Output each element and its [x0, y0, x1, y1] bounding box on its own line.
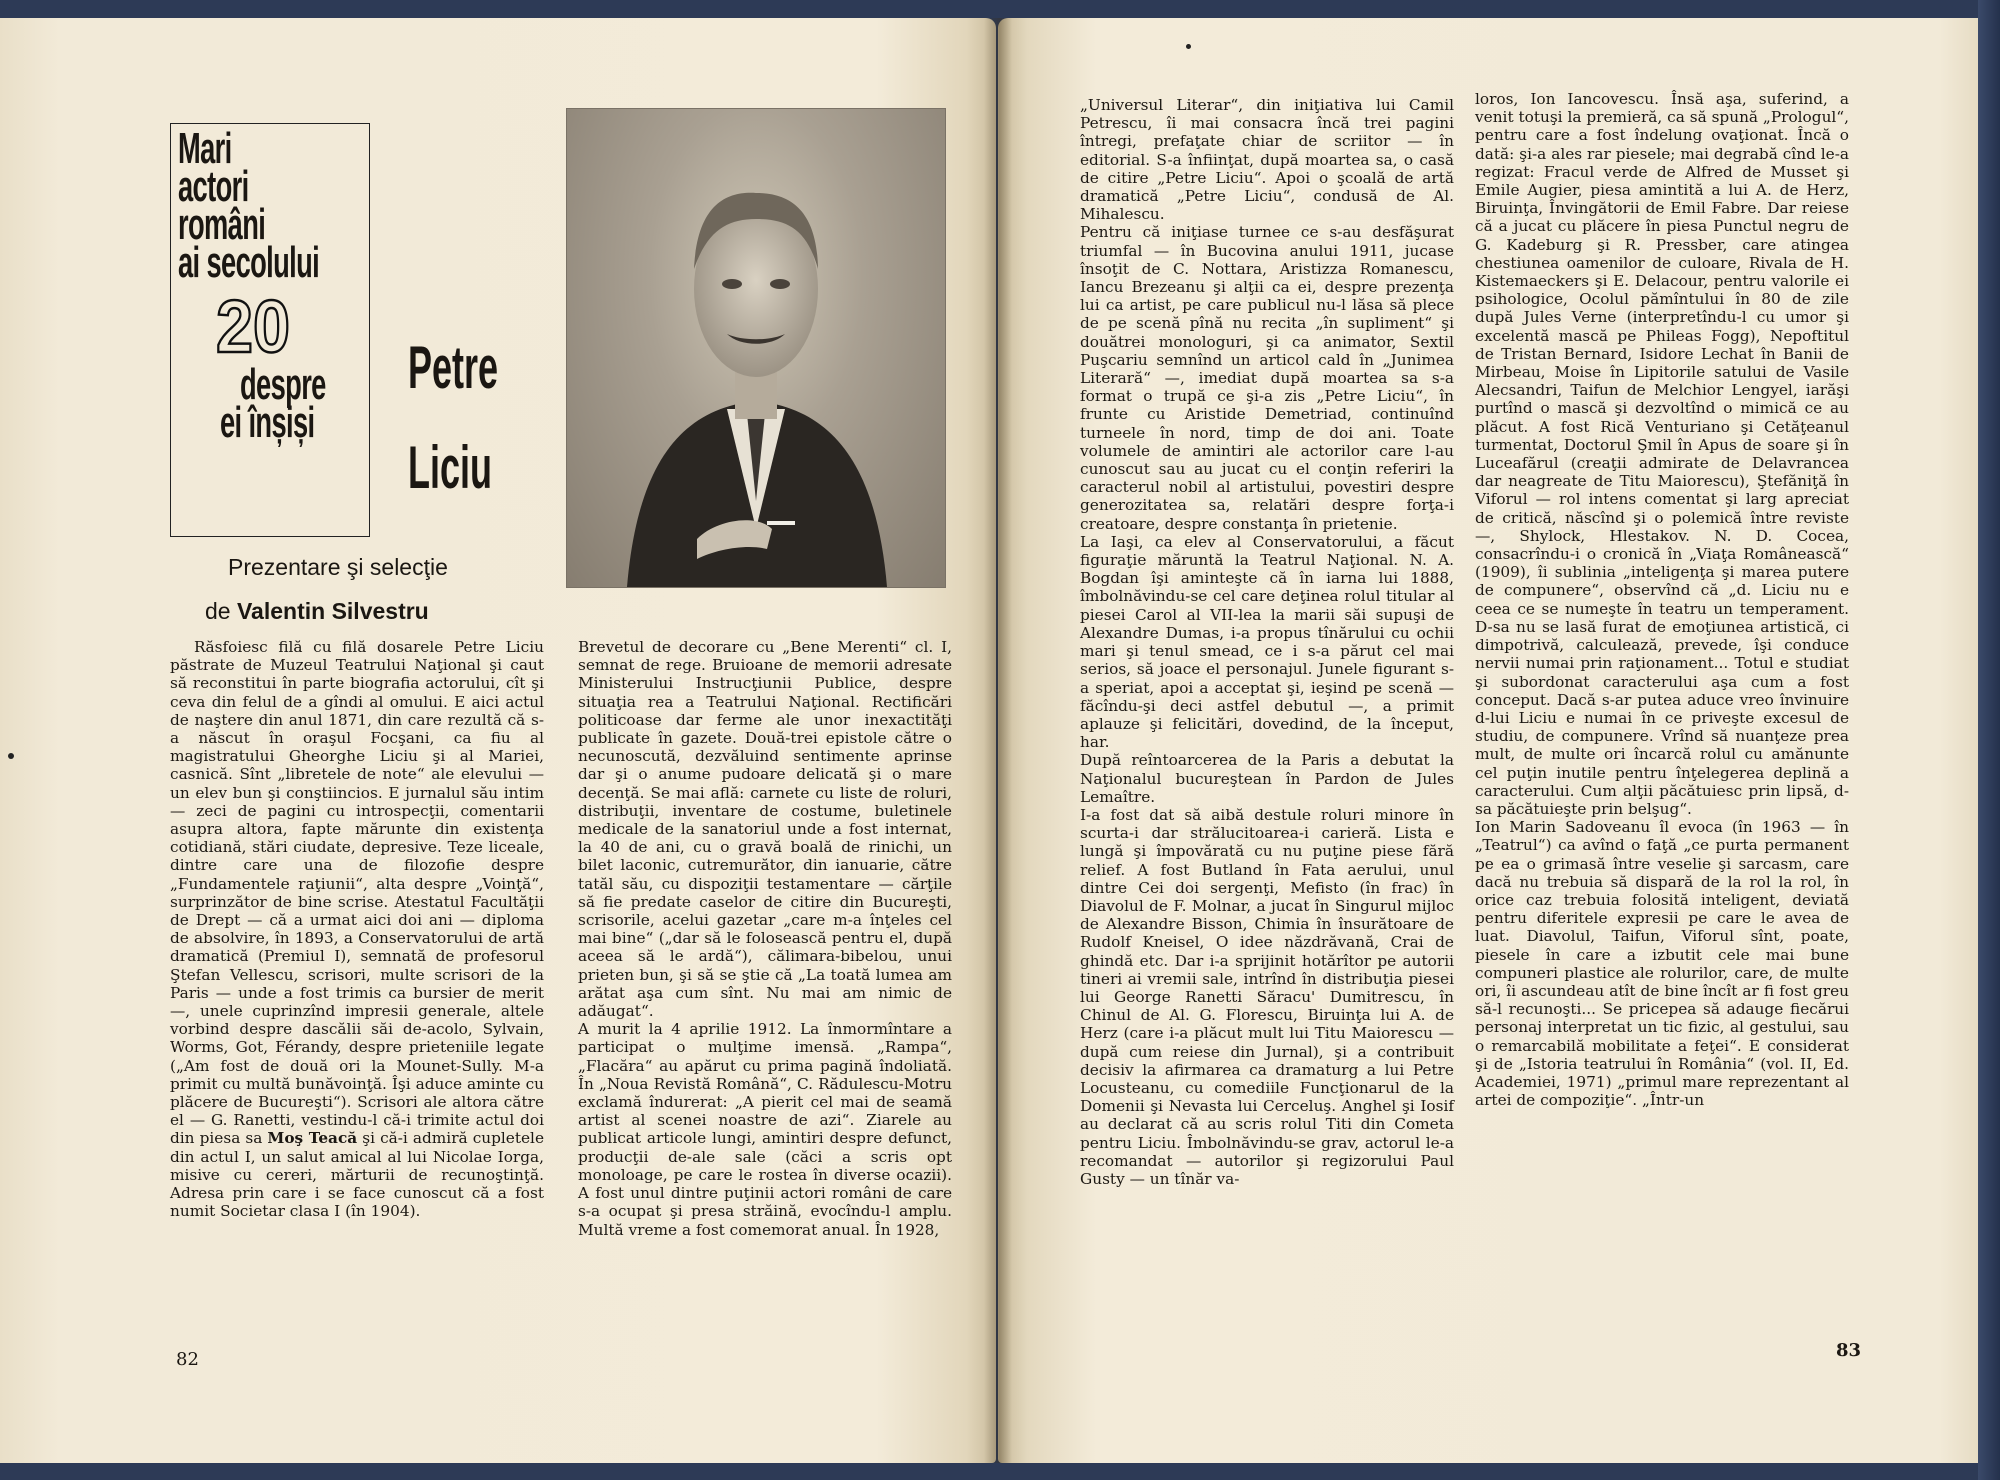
portrait-photo [566, 108, 946, 588]
author-prefix: de [205, 598, 231, 624]
subject-name [408, 336, 558, 500]
cover-edge [1978, 0, 2000, 1480]
subject-last-name: Liciu [408, 434, 493, 501]
margin-mark [8, 753, 14, 759]
page-number-left: 82 [176, 1349, 199, 1370]
book-spread [0, 18, 2000, 1468]
right-column-2: loros, Ion Iancovescu. Însă aşa, suferind, a venit totuşi la premieră, ca să spună „Prologul“, pentru care a fost îndelung ovaţionat. Încă o dată: şi-a ales rar piesele; mai degrabă cînd le-a regizat: Fracul verde de Alfred de Musset şi Emile Augier, piesa amintită a lui A. de Herz, Biruinţa, Învingătorii de Emil Fabre. Dar reiese că a jucat cu plăcere în piesa Punctul negru de G. Kadeburg şi R. Pressber, care atingea chestiunea oamenilor de culoare, Rivala de H. Kistemaeckers şi E. Delacour, pentru valorile ei psihologice, Ocolul pămîntului în 80 de zile după Jules Verne (interpretîndu-l cu umor şi excelentă mască pe Phileas Fogg), Nepoftitul de Tristan Bernard, Isidore Lechat în Banii de Mirbeau, Moise în Lipitorile satului de Vasile Alecsandri, Taifun de Melchior Lengyel, iarăşi purtînd o mască şi dezvoltînd o mimică ce au plăcut. A fost Rică Venturiano şi Cetăţeanul turmentat, Doctorul Şmil în Apus de soare şi în Luceafărul (creaţii admirate de Delavrancea dar neagreate de Titu Maiorescu), Ştefăniţă în Viforul — rol intens comentat şi larg apreciat de critică, născînd şi o polemică între reviste —, Shylock, Hlestakov. N. D. Cocea, consacrîndu-i o cronică în „Viaţa Românească“ (1909), îi sublinia „inteligenţa şi marea putere de compunere“, observînd că „d. Liciu nu e ceea ce se numeşte în teatru un temperament. D-sa nu se lasă furat de emoţiunea artistică, ci dimpotrivă, calculează, prevede, îşi conduce nervii numai prin raţionament... Totul e studiat şi subordonat caracterului aşa cum a fost conceput. Dacă s-ar putea aduce vreo învinuire d-lui Liciu e numai în ce priveşte excesul de studiu, de compunere. Vrînd să nuanţeze prea mult, de multe ori încarcă rolul cu amănunte cel puţin inutile pentru înţelegerea deplină a caracterului. Cum alţii păcătuiesc prin lipsă, d-sa păcătuieşte prin belşug“. Ion Marin Sadoveanu îl evoca (în 1963 — în „Teatrul“) ca avînd o faţă „ce purta permanent pe ea o grimasă între veselie şi sarcasm, care dacă nu trebuia să dispară de la rol la rol, în orice caz trebuia folosită inteligent, deviată pentru diferitele expresii pe care le avea de luat. Diavolul, Taifun, Viforul sînt, poate, piesele în care a izbutit cele mai bune compuneri plastice ale rolurilor, care, de multe ori, îi ascundeau atît de bine încît ar fi fost greu să-l recunoşti... Se pricepea să adauge fiecărui personaj interpretat un tic fizic, al gestului, sau o remarcabilă mobilitate a feţei“. E considerat şi de „Istoria teatrului în România“ (vol. II, Ed. Academiei, 1971) „primul mare reprezentant al artei de compoziţie“. „Într-un [1475, 90, 1849, 1110]
series-title-line-3: români [178, 200, 266, 249]
portrait-figure [567, 109, 945, 587]
subject-first-name: Petre [408, 334, 499, 401]
right-column-1: „Universul Literar“, din iniţiativa lui Camil Petrescu, îi mai consacra încă trei pagini întregi, prefaţate chiar de scriitor — în editorial. S-a înfiinţat, după moartea sa, o casă de citire „Petre Liciu“. Apoi o şcoală de artă dramatică „Petre Liciu“, condusă de Al. Mihalescu. Pentru că iniţiase turnee ce s-au desfăşurat triumfal — în Bucovina anului 1911, jucase însoţit de C. Nottara, Aristizza Romanescu, Iancu Brezeanu şi alţii ca ei, despre prezenţa lui ca artist, pe care publicul nu-l lăsa să plece de pe scenă pînă nu recita „în supliment“ şi douătrei monologuri, şi ca animator, Sextil Puşcariu semnînd un articol cald în „Junimea Literară“ —, imediat după moartea sa s-a format o trupă ce şi-a zis „Petre Liciu“, în frunte cu Aristide Demetriad, continuînd turneele în nord, timp de doi ani. Toate volumele de amintiri ale actorilor care l-au cunoscut sau au jucat cu el conţin referiri la caracterul nobil al artistului, povestiri despre generozitatea sa, relatări despre forţa-i creatoare, despre constanţa în prietenie. La Iaşi, ca elev al Conservatorului, a făcut figuraţie măruntă la Teatrul Naţional. N. A. Bogdan îşi aminteşte că în iarna lui 1888, îmbolnăvindu-se cel care deţinea rolul titular al piesei Carol al VII-lea la marii săi supuşi de Alexandre Dumas, i-a propus tînărului cu ochii mari şi tenul smead, ce i s-a părut cel mai serios, să joace el personajul. Junele figurant s-a speriat, apoi a acceptat şi, ieşind pe scenă — făcîndu-şi deci astfel debutul —, a primit aplauze şi felicitări, dovedind, de la început, har. După reîntoarcerea de la Paris a debutat la Naţionalul bucureştean în Pardon de Jules Lemaître. I-a fost dat să aibă destule roluri minore în scurta-i dar strălucitoarea-i carieră. Lista e lungă şi împovărată cu nu puţine piese fără relief. A fost Butland în Fata aerului, unul dintre Cei doi sergenţi, Mefisto (în frac) în Diavolul de F. Molnar, a jucat în Singurul mijloc de Alexandre Bisson, Chimia în însurătoare de Rudolf Kneisel, O idee năzdrăvană, Crai de ghindă etc. Dar i-a sprijinit hotărîtor pe autorii tineri ai vremii sale, intrînd în distribuţia piesei lui George Ranetti Săracu' Dumitrescu, în Chinul de Al. G. Florescu, Biruinţa lui A. de Herz (care i-a plăcut mult lui Titu Maiorescu — după cum reiese din Jurnal), şi a contribuit decisiv la afirmarea ca dramaturg a lui Petre Locusteanu, cu comediile Funcţionarul de la Domenii şi Nevasta lui Cerceluş. Anghel şi Iosif au declarat că au scris rolul Titi din Cometa pentru Liciu. Îmbolnăvindu-se grav, actorul le-a recomandat — autorilor şi regizorului Paul Gusty — un tînăr va- [1080, 96, 1454, 1188]
left-col1-play-title: Moş Teacă [267, 1129, 358, 1148]
series-title-line-4: ai secolului [178, 238, 320, 287]
author-name: Valentin Silvestru [236, 598, 429, 624]
series-title-line-1: Mari [178, 124, 232, 173]
right-page [998, 18, 1978, 1463]
series-title-number: 20 [216, 285, 291, 368]
left-page [0, 18, 996, 1463]
series-title-line-7: ei înșiși [220, 398, 315, 447]
page-number-right: 83 [1836, 1340, 1862, 1361]
series-title-line-6: despre [240, 360, 326, 409]
presentation-line: Prezentare şi selecţie [228, 554, 448, 580]
left-col1-text-b: şi că-i admiră cupletele din actul I, un salut amical al lui Nicolae Iorga, misive cu cereri, mărturii de recunoştinţă. Adresa prin care i se face cunoscut că a fost numit Societar clasa I (în 1904). [170, 1129, 544, 1221]
top-mark [1186, 44, 1191, 49]
series-title-line-2: actori [178, 162, 249, 211]
left-column-2: Brevetul de decorare cu „Bene Merenti“ cl. I, semnat de rege. Bruioane de memorii adresate Ministerului Instrucţiunii Publice, despre situaţia rea a Teatrului Naţional. Rectificări politicoase dar ferme ale unor inexactităţi publicate în gazete. Două-trei epistole către o necunoscută, dezvăluind sentimente aprinse dar şi o anume pudoare delicată şi o mare decenţă. Se mai află: carnete cu liste de roluri, distribuţii, inventare de costume, buletinele medicale de la sanatoriul unde a fost internat, la 40 de ani, cu o gravă boală de rinichi, un bilet laconic, cutremurător, din ianuarie, către tatăl său, cu dispoziţii testamentare — cărţile să fie predate caselor de citire din Bucureşti, scrisorile, acelui gazetar „care m-a înţeles cel mai bine“ („dar să le folosească pentru el, după aceea să le ardă“), călimara-bibelou, unui prieten bun, şi să se ştie că „La toată lumea am arătat aşa cum sînt. Nu mai am nimic de adăugat“. A murit la 4 aprilie 1912. La înmormîntare a participat o mulţime imensă. „Rampa“, „Flacăra“ au apărut cu prima pagină îndoliată. În „Noua Revistă Română“, C. Rădulescu-Motru exclamă îndurerat: „A pierit cel mai de seamă artist al scenei noastre de azi“. Ziarele au publicat articole lungi, amintiri despre defunct, producţii de-ale sale (căci a scris opt monoloage, pe care le rostea în diverse ocazii). A fost unul dintre puţinii actori români de care s-a ocupat şi presa străină, evocîndu-l amplu. Multă vreme a fost comemorat anual. În 1928, [578, 638, 952, 1239]
author-line [205, 598, 429, 625]
book-gutter [984, 18, 1012, 1463]
series-title [178, 124, 368, 447]
left-col1-text-a: Răsfoiesc filă cu filă dosarele Petre Liciu păstrate de Muzeul Teatrului Naţional şi caut să reconstitui în parte biografia actorului, cît şi ceva din felul de a gîndi al omului. E aici actul de naştere din anul 1871, din care rezultă că s-a născut în oraşul Focşani, ca fiu al magistratului Gheorghe Liciu şi al Mariei, casnică. Sînt „libretele de note“ ale elevului — un elev bun şi conştiincios. E jurnalul său intim — zeci de pagini cu introspecţii, comentarii asupra altora, fapte mărunte din existenţa cotidiană, stări ciudate, depresive. Teze liceale, dintre care una de filozofie despre „Fundamentele raţiunii“, alta despre „Voinţă“, surprinzător de bine scrise. Atestatul Facultăţii de Drept — că a urmat aici doi ani — diploma de absolvire, în 1893, a Conservatorului de artă dramatică (Premiul I), semnată de profesorul Ştefan Vellescu, scrisori, multe scrisori de la Paris — unde a fost trimis ca bursier de merit —, unele cuprinzînd impresii generale, altele vorbind despre dascălii săi de-acolo, Sylvain, Worms, Got, Férandy, despre prieteniile legate („Am fost de două ori la Mounet-Sully. M-a primit cu multă bunăvoinţă. Îşi aduce aminte cu plăcere de Bucureşti“). Scrisori ale altora către el — G. Ranetti, vestindu-l că-i trimite actul doi din piesa sa [170, 638, 544, 1148]
left-column-1 [170, 638, 544, 1221]
